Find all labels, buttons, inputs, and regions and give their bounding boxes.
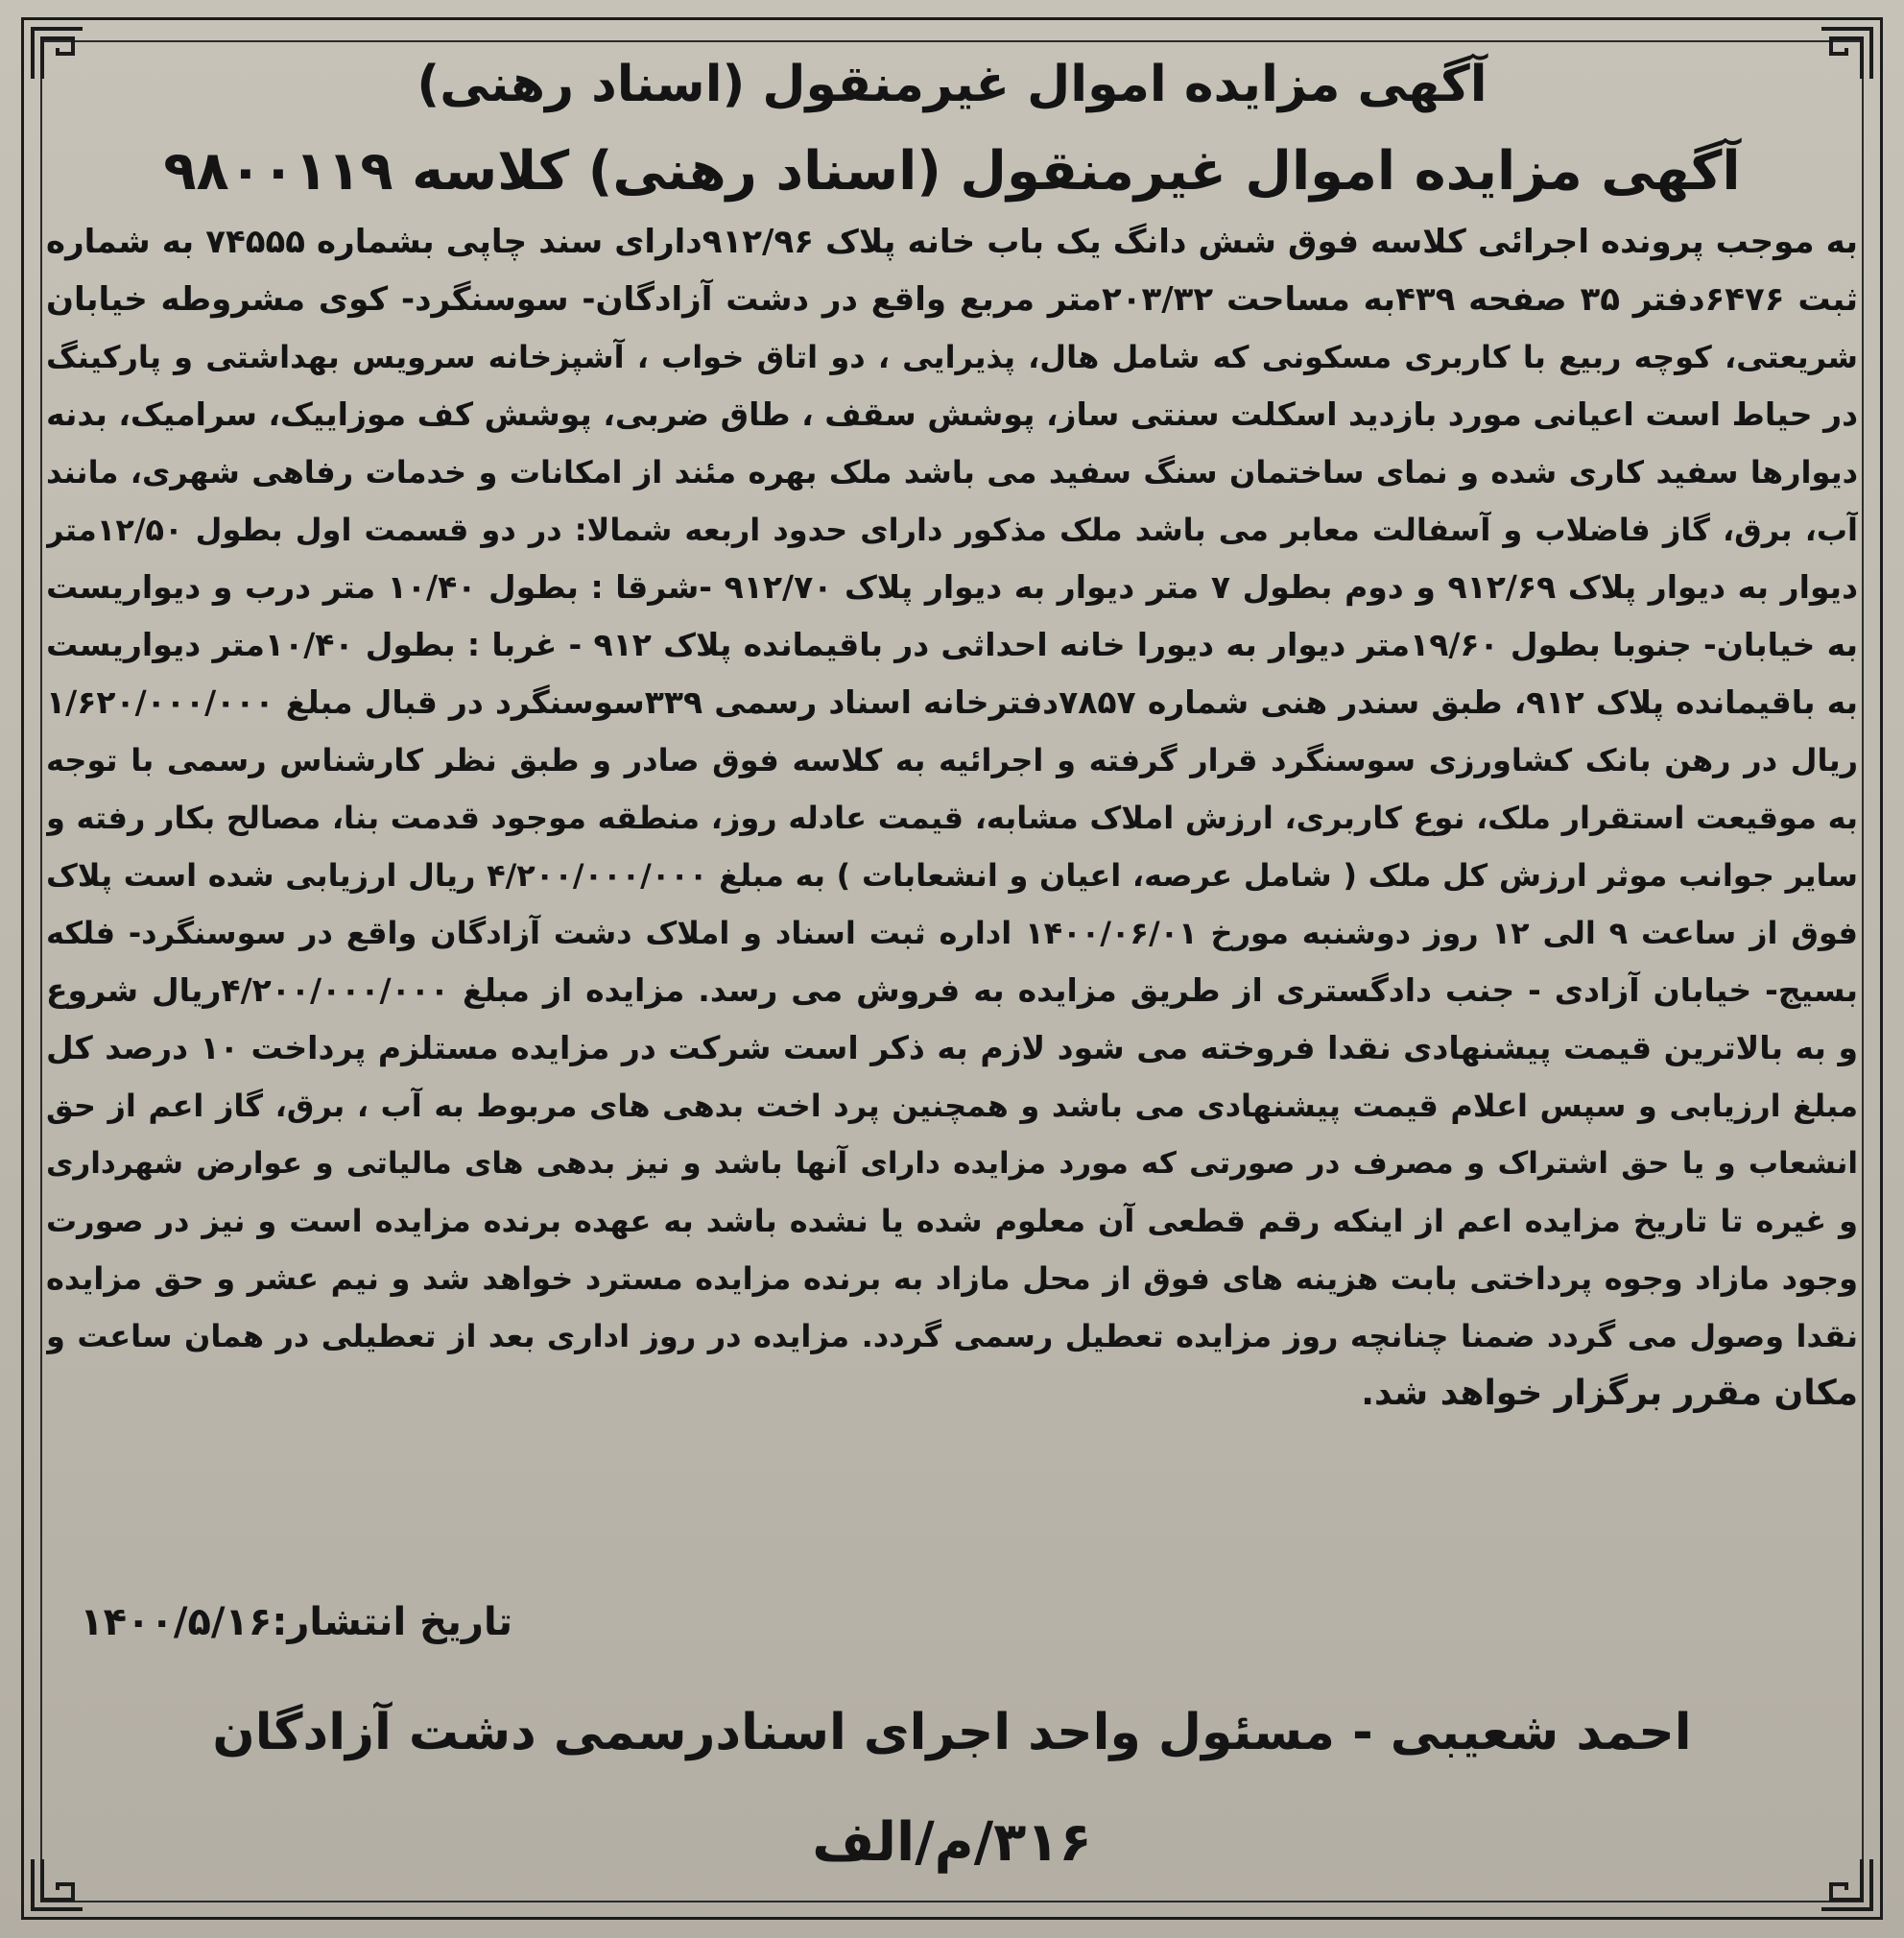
corner-ornament-icon [1818, 25, 1875, 83]
body-line: بسیج- خیابان آزادی - جنب دادگستری از طریق مزایده به فروش می رسد. مزایده از مبلغ ۴/۲۰۰/۰۰۰/۰۰۰ریال شروع [46, 971, 1858, 1009]
publish-date-value: ۱۴۰۰/۵/۱۶ [80, 1600, 273, 1644]
notice-title: آگهی مزایده اموال غیرمنقول (اسناد رهنی) [416, 56, 1488, 113]
corner-ornament-icon [29, 1855, 86, 1913]
signature-line: احمد شعیبی - مسئول واحد اجرای اسنادرسمی دشت آزادگان [212, 1704, 1692, 1761]
notice-subtitle: آگهی مزایده اموال غیرمنقول (اسناد رهنی) کلاسه ۹۸۰۰۱۱۹ [163, 140, 1741, 203]
body-line: به خیابان- جنوبا بطول ۱۹/۶۰متر دیوار به دیورا خانه احداثی در باقیمانده پلاک ۹۱۲ - غربا : بطول ۱۰/۴۰متر دیواریست [46, 626, 1858, 663]
body-line: شریعتی، کوچه ربیع با کاربری مسکونی که شامل هال، پذیرایی ، دو اتاق خواب ، آشپزخانه سرویس بهداشتی و پارکینگ [46, 339, 1858, 375]
body-line: ثبت ۶۴۷۶دفتر ۳۵ صفحه ۴۳۹به مساحت ۲۰۳/۳۲متر مربع واقع در دشت آزادگان- سوسنگرد- کوی مشروطه خیابان [46, 280, 1858, 319]
body-line: و غیره تا تاریخ مزایده اعم از اینکه رقم قطعی آن معلوم شده یا نشده باشد به عهده برنده مزایده است و نیز در صورت [46, 1203, 1858, 1239]
body-line: در حیاط است اعیانی مورد بازدید اسکلت سنتی ساز، پوشش سقف ، طاق ضربی، پوشش کف موزاییک، سرامیک، بدنه [46, 395, 1858, 433]
publish-date [71, 1593, 512, 1651]
body-line: به باقیمانده پلاک ۹۱۲، طبق سندر هنی شماره ۷۸۵۷دفترخانه اسناد رسمی ۳۳۹سوسنگرد در قبال مبلغ ۱/۶۲۰/۰۰۰/۰۰۰ [46, 683, 1858, 721]
body-line: آب، برق، گاز فاضلاب و آسفالت معابر می باشد ملک مذکور دارای حدود اربعه شمالا: در دو قسمت اول بطول ۱۲/۵۰متر [46, 512, 1858, 548]
body-line: وجود مازاد وجوه پرداختی بابت هزینه های فوق از محل مازاد به برنده مزایده مسترد خواهد شد و نیم عشر و حق مزایده [46, 1260, 1858, 1297]
body-line: مبلغ ارزیابی و سپس اعلام قیمت پیشنهادی می باشد و همچنین پرد اخت بدهی های مربوط به آب ، برق، گاز اعم از حق [46, 1088, 1858, 1124]
body-line: و به بالاترین قیمت پیشنهادی نقدا فروخته می شود لازم به ذکر است شرکت در مزایده مستلزم پرداخت ۱۰ درصد کل [46, 1029, 1858, 1066]
body-line: سایر جوانب موثر ارزش کل ملک ( شامل عرصه، اعیان و انشعابات ) به مبلغ ۴/۲۰۰/۰۰۰/۰۰۰ ریال ارزیابی شده است پلاک [46, 857, 1858, 894]
body-line: انشعاب و یا حق اشتراک و مصرف در صورتی که مورد مزایده دارای آنها باشد و نیز بدهی های مالیاتی و عوارض شهرداری [46, 1146, 1858, 1181]
corner-ornament-icon [1818, 1855, 1875, 1913]
notice-body [46, 213, 1858, 1423]
body-line: نقدا وصول می گردد ضمنا چنانچه روز مزایده تعطیل رسمی گردد. مزایده در روز اداری بعد از تعطیلی در همان ساعت و [46, 1318, 1858, 1354]
body-line: ریال در رهن بانک کشاورزی سوسنگرد قرار گرفته و اجرائیه به کلاسه فوق صادر و طبق نظر کارشناس رسمی با توجه [46, 742, 1858, 778]
body-line: مکان مقرر برگزار خواهد شد. [1361, 1374, 1858, 1413]
body-line: دیوارها سفید کاری شده و نمای ساختمان سنگ سفید می باشد ملک بهره مئند از امکانات و خدمات رفاهی شهری، مانند [46, 454, 1858, 490]
corner-ornament-icon [29, 25, 86, 83]
body-line: دیوار به دیوار پلاک ۹۱۲/۶۹ و دوم بطول ۷ متر دیوار به دیوار پلاک ۹۱۲/۷۰ -شرقا : بطول ۱۰/۴۰ متر درب و دیواریست [46, 568, 1858, 606]
reference-number: ۳۱۶/م/الف [812, 1811, 1092, 1874]
body-line: به موقیعت استقرار ملک، نوع کاربری، ارزش املاک مشابه، قیمت عادله روز، منطقه موجود قدمت بنا، مصالح بکار رفته و [46, 800, 1858, 836]
body-line: به موجب پرونده اجرائی کلاسه فوق شش دانگ یک باب خانه پلاک ۹۱۲/۹۶دارای سند چاپی بشماره ۷۴۵۵۵ به شماره [46, 223, 1858, 261]
body-line: فوق از ساعت ۹ الی ۱۲ روز دوشنبه مورخ ۱۴۰۰/۰۶/۰۱ اداره ثبت اسناد و املاک دشت آزادگان واقع در سوسنگرد- فلکه [46, 915, 1858, 951]
publish-date-label: تاریخ انتشار: [272, 1600, 512, 1644]
